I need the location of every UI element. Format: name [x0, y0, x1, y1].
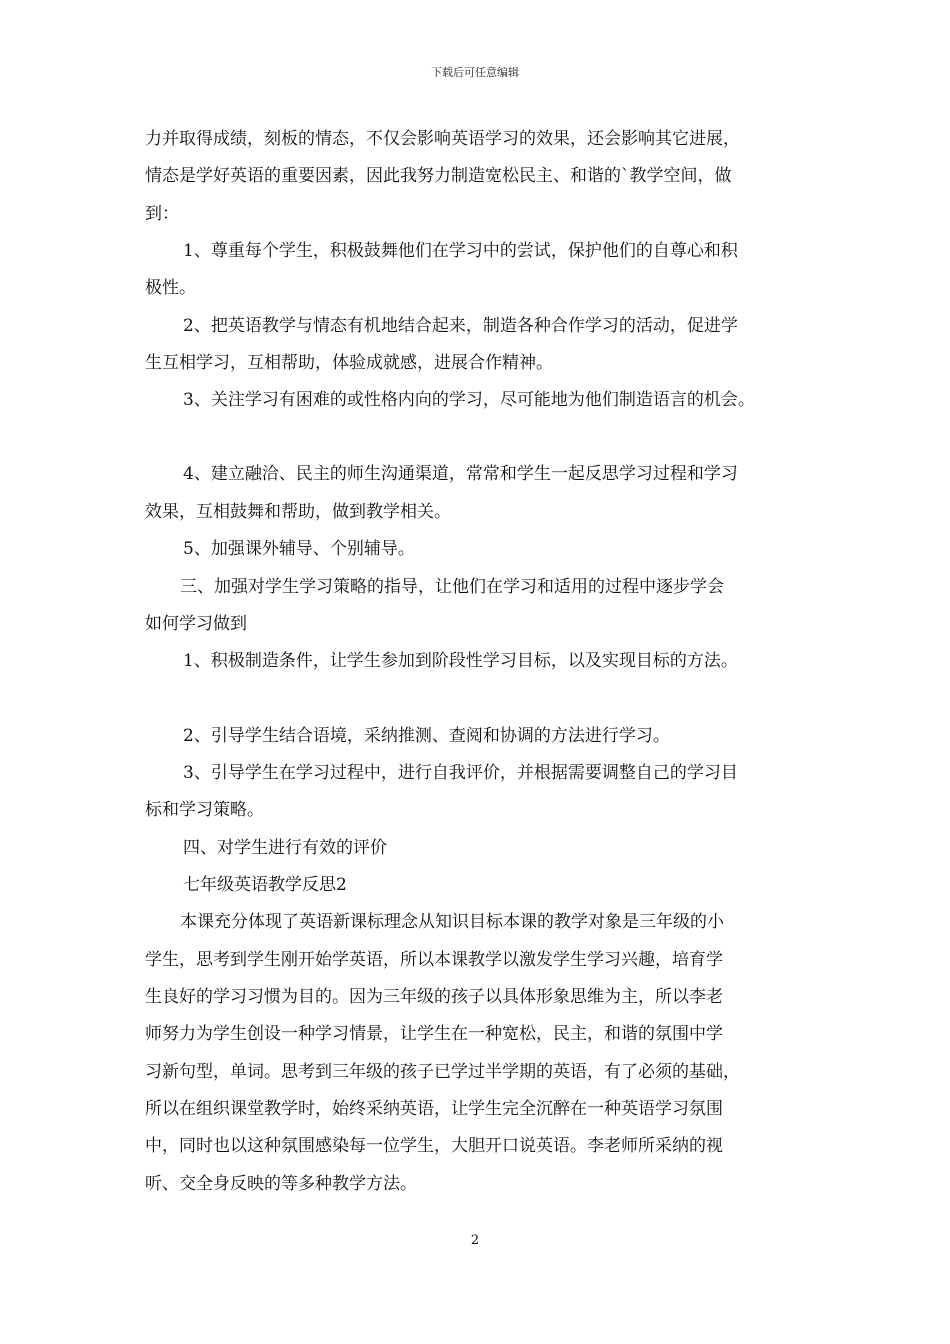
list-item-line: 标和学习策略。 [145, 800, 264, 820]
paragraph-line: 本课充分体现了英语新课标理念从知识目标本课的教学对象是三年级的小 [180, 912, 724, 932]
section-heading: 四、对学生进行有效的评价 [183, 838, 387, 858]
section-heading-line: 如何学习做到 [145, 614, 247, 634]
list-item-line: 效果，互相鼓舞和帮助，做到教学相关。 [145, 502, 451, 522]
list-item-line: 2、引导学生结合语境，采纳推测、查阅和协调的方法进行学习。 [183, 726, 670, 746]
paragraph-line: 情态是学好英语的重要因素，因此我努力制造宽松民主、和谐的`教学空间，做 [145, 166, 732, 186]
list-item-line: 1、积极制造条件，让学生参加到阶段性学习目标，以及实现目标的方法。 [183, 651, 738, 671]
paragraph-line: 中，同时也以这种氛围感染每一位学生，大胆开口说英语。李老师所采纳的视 [145, 1136, 723, 1156]
list-item-line: 生互相学习，互相帮助，体验成就感，进展合作精神。 [145, 353, 553, 373]
paragraph-line: 力并取得成绩，刻板的情态，不仅会影响英语学习的效果，还会影响其它进展， [145, 129, 740, 149]
paragraph-line: 到： [145, 204, 179, 224]
paragraph-line: 习新句型，单词。思考到三年级的孩子已学过半学期的英语，有了必须的基础， [145, 1062, 740, 1082]
paragraph-line: 学生，思考到学生刚开始学英语，所以本课教学以激发学生学习兴趣，培育学 [145, 950, 723, 970]
list-item-line: 5、加强课外辅导、个别辅导。 [183, 539, 415, 559]
page-number: 2 [470, 1233, 480, 1248]
paragraph-line: 听、交全身反映的等多种教学方法。 [145, 1174, 417, 1194]
paragraph-line: 所以在组织课堂教学时，始终采纳英语，让学生完全沉醉在一种英语学习氛围 [145, 1099, 723, 1119]
paragraph-line: 生良好的学习习惯为目的。因为三年级的孩子以具体形象思维为主，所以李老 [145, 987, 723, 1007]
list-item-line: 极性。 [145, 278, 196, 298]
list-item-line: 1、尊重每个学生，积极鼓舞他们在学习中的尝试，保护他们的自尊心和积 [183, 241, 738, 261]
list-item-line: 3、引导学生在学习过程中，进行自我评价，并根据需要调整自己的学习目 [183, 763, 738, 783]
section-heading-line: 三、加强对学生学习策略的指导，让他们在学习和适用的过程中逐步学会 [180, 577, 724, 597]
list-item-line: 3、关注学习有困难的或性格内向的学习，尽可能地为他们制造语言的机会。 [183, 390, 755, 410]
article-title: 七年级英语教学反思2 [183, 875, 347, 895]
list-item-line: 2、把英语教学与情态有机地结合起来，制造各种合作学习的活动，促进学 [183, 316, 738, 336]
list-item-line: 4、建立融洽、民主的师生沟通渠道，常常和学生一起反思学习过程和学习 [183, 464, 738, 484]
paragraph-line: 师努力为学生创设一种学习情景，让学生在一种宽松，民主，和谐的氛围中学 [145, 1024, 723, 1044]
page-header: 下载后可任意编辑 [431, 66, 519, 79]
